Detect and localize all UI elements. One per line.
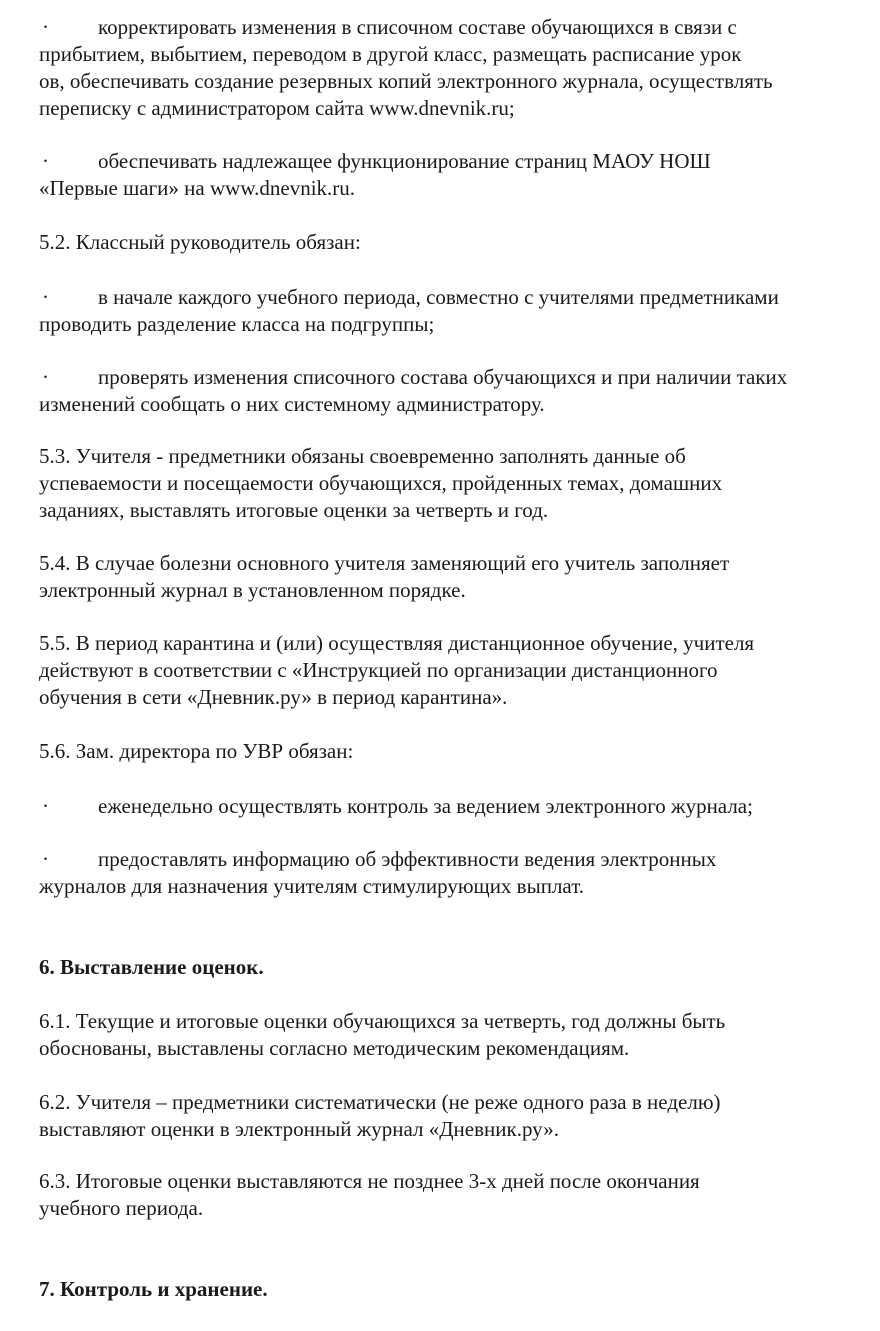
bullet-marker: · (42, 285, 49, 309)
list-item-text: корректировать изменения в списочном составе обучающихся в связи с (98, 15, 737, 39)
paragraph-5-4: электронный журнал в установленном порядке. (39, 578, 466, 602)
paragraph-5-4: 5.4. В случае болезни основного учителя заменяющий его учитель заполняет (39, 551, 730, 575)
paragraph-6-2: выставляют оценки в электронный журнал «Дневник.ру». (39, 1117, 559, 1141)
paragraph-5-5: обучения в сети «Дневник.ру» в период карантина». (39, 685, 508, 709)
bullet-marker: · (42, 365, 49, 389)
paragraph-6-1: 6.1. Текущие и итоговые оценки обучающихся за четверть, год должны быть (39, 1009, 726, 1033)
paragraph-5-5: 5.5. В период карантина и (или) осуществляя дистанционное обучение, учителя (39, 631, 755, 655)
list-item-text: предоставлять информацию об эффективности ведения электронных (98, 847, 717, 871)
bullet-marker: · (42, 149, 49, 173)
bullet-marker: · (42, 847, 49, 871)
paragraph-6-3: 6.3. Итоговые оценки выставляются не позднее 3-х дней после окончания (39, 1169, 700, 1193)
bullet-marker: · (42, 15, 49, 39)
section-heading-7: 7. Контроль и хранение. (39, 1277, 268, 1301)
paragraph-5-3: заданиях, выставлять итоговые оценки за четверть и год. (39, 498, 549, 522)
list-item-text: в начале каждого учебного периода, совместно с учителями предметниками (98, 285, 779, 309)
paragraph-5-3: успеваемости и посещаемости обучающихся, пройденных темах, домашних (39, 471, 723, 495)
paragraph-6-1: обоснованы, выставлены согласно методическим рекомендациям. (39, 1036, 630, 1060)
list-item-text: изменений сообщать о них системному администратору. (39, 392, 545, 416)
list-item-text: еженедельно осуществлять контроль за ведением электронного журнала; (98, 794, 753, 818)
paragraph-5-3: 5.3. Учителя - предметники обязаны своевременно заполнять данные об (39, 444, 686, 468)
list-item-text: обеспечивать надлежащее функционирование страниц МАОУ НОШ (98, 149, 711, 173)
paragraph-6-3: учебного периода. (39, 1196, 204, 1220)
section-heading-6: 6. Выставление оценок. (39, 955, 264, 979)
list-item-text: журналов для назначения учителям стимулирующих выплат. (39, 874, 585, 898)
paragraph-5-5: действуют в соответствии с «Инструкцией по организации дистанционного (39, 658, 718, 682)
list-item-text: проверять изменения списочного состава обучающихся и при наличии таких (98, 365, 788, 389)
list-item-text: «Первые шаги» на www.dnevnik.ru. (39, 176, 356, 200)
paragraph-5-2: 5.2. Классный руководитель обязан: (39, 230, 361, 254)
list-item-text: переписку с администратором сайта www.dnevnik.ru; (39, 96, 515, 120)
list-item-text: ов, обеспечивать создание резервных копий электронного журнала, осуществлять (39, 69, 773, 93)
paragraph-5-6: 5.6. Зам. директора по УВР обязан: (39, 739, 354, 763)
list-item-text: прибытием, выбытием, переводом в другой класс, размещать расписание урок (39, 42, 742, 66)
bullet-marker: · (42, 794, 49, 818)
list-item-text: проводить разделение класса на подгруппы; (39, 312, 435, 336)
paragraph-6-2: 6.2. Учителя – предметники систематически (не реже одного раза в неделю) (39, 1090, 721, 1114)
